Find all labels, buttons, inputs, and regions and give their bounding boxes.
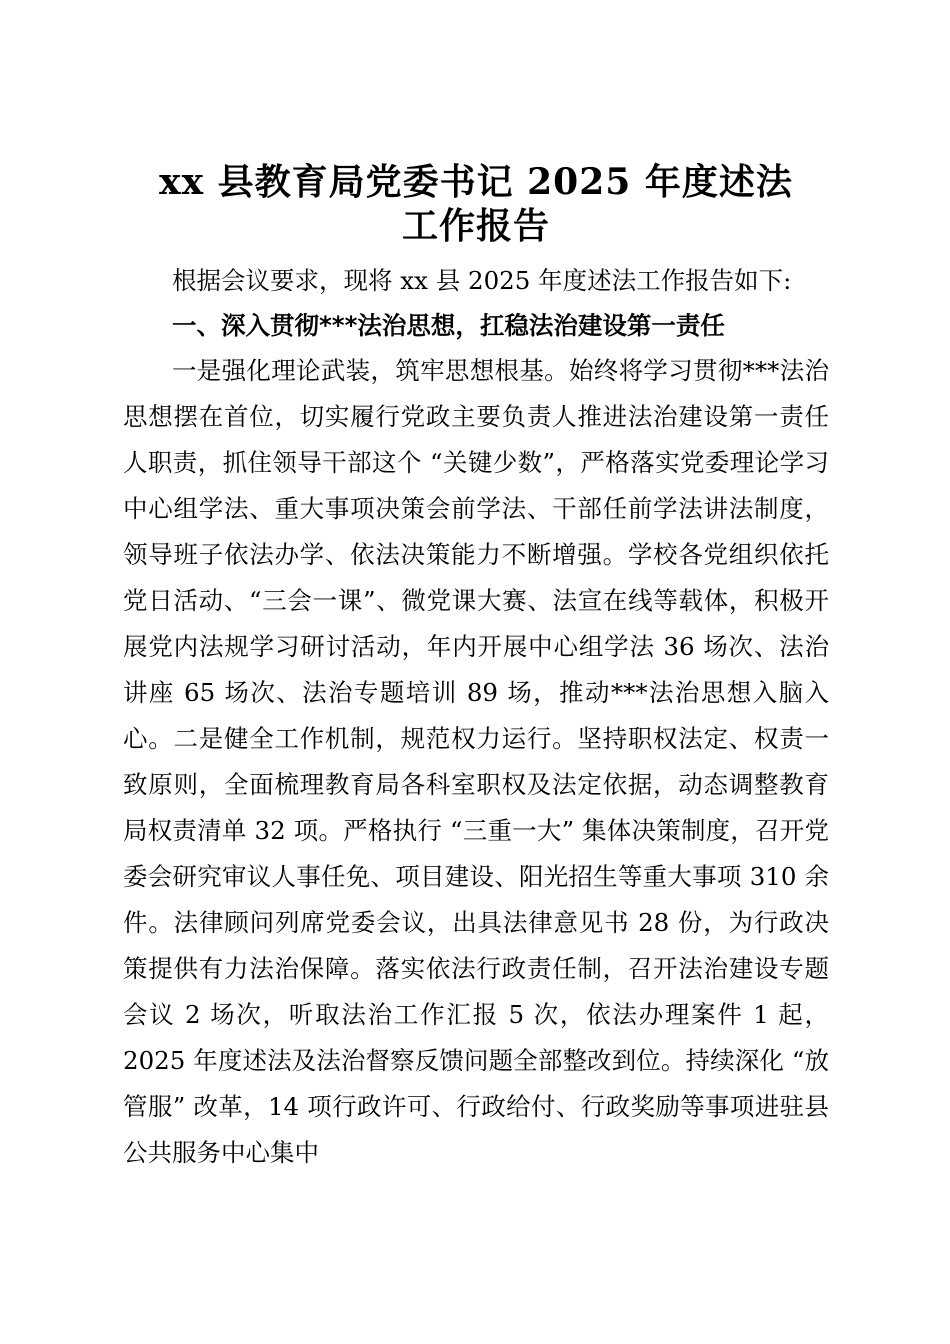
document-body [123, 160, 829, 1176]
section-1-body: 一是强化理论武装，筑牢思想根基。始终将学习贯彻***法治思想摆在首位，切实履行党政主要负责人推进法治建设第一责任人职责，抓住领导干部这个 “关键少数”，严格落实党委理论学习中心组学法、重大事项决策会前学法、干部任前学法讲法制度，领导班子依法办学、依法决策能力不断增强。学校各党组织依托党日活动、“三会一课”、微党课大赛、法宣在线等载体，积极开展党内法规学习研讨活动，年内开展中心组学法 36 场次、法治讲座 65 场次、法治专题培训 89 场，推动***法治思想入脑入心。二是健全工作机制，规范权力运行。坚持职权法定、权责一致原则，全面梳理教育局各科室职权及法定依据，动态调整教育局权责清单 32 项。严格执行 “三重一大” 集体决策制度，召开党委会研究审议人事任免、项目建设、阳光招生等重大事项 310 余件。法律顾问列席党委会议，出具法律意见书 28 份，为行政决策提供有力法治保障。落实依法行政责任制，召开法治建设专题会议 2 场次，听取法治工作汇报 5 次，依法办理案件 1 起，2025 年度述法及法治督察反馈问题全部整改到位。持续深化 “放管服” 改革，14 项行政许可、行政给付、行政奖励等事项进驻县公共服务中心集中 [123, 356, 829, 1167]
document-title [123, 160, 829, 248]
title-line-1: xx 县教育局党委书记 2025 年度述法 [159, 161, 793, 203]
intro-paragraph: 根据会议要求，现将 xx 县 2025 年度述法工作报告如下: [172, 266, 792, 295]
title-line-2: 工作报告 [401, 205, 550, 247]
section-1-heading: 一、深入贯彻***法治思想，扛稳法治建设第一责任 [172, 311, 725, 340]
